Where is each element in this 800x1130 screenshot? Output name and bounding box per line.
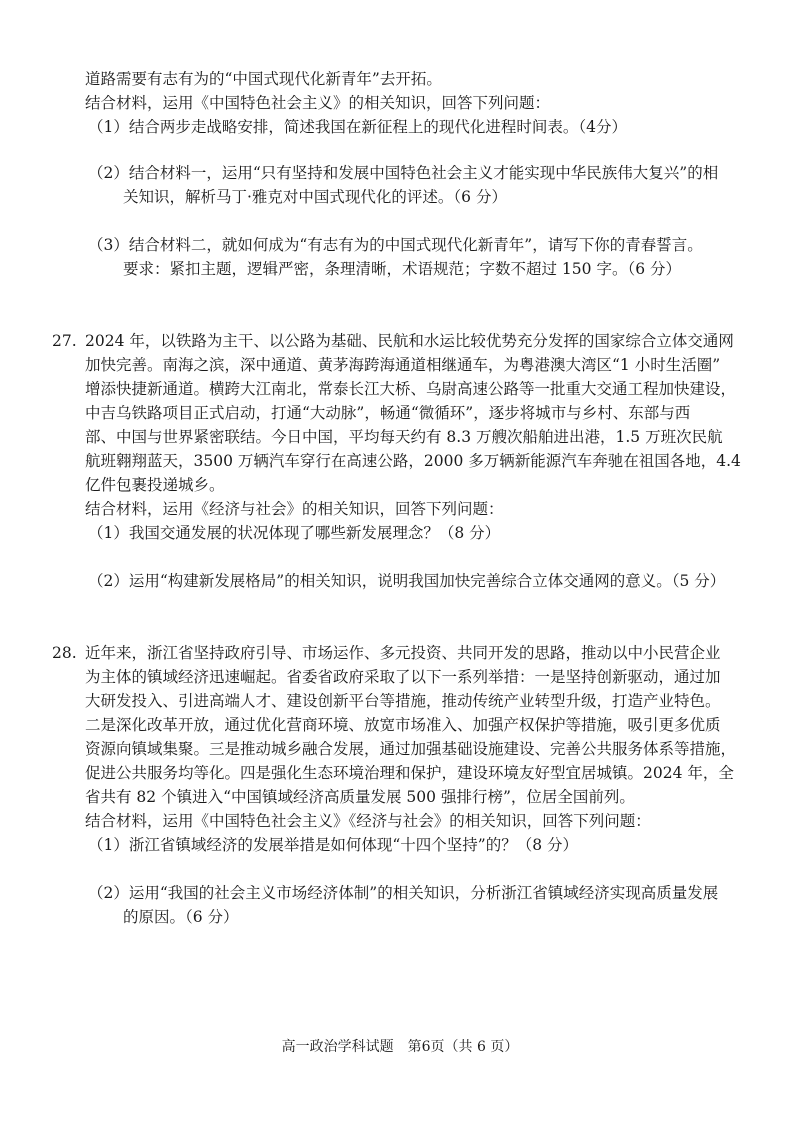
q28-material-line: 近年来，浙江省坚持政府引导、市场运作、多元投资、共同开发的思路，推动以中小民营企业 <box>85 644 721 662</box>
q28-sub2-line1: （2）运用“我国的社会主义市场经济体制”的相关知识，分析浙江省镇域经济实现高质量发展 <box>88 884 719 902</box>
q26-sub2-line1: （2）结合材料一，运用“只有坚持和发展中国特色社会主义才能实现中华民族伟大复兴”的相 <box>88 164 719 182</box>
q27-material-line: 亿件包裹投递城乡。 <box>85 476 225 494</box>
q26-sub3-line2: 要求：紧扣主题，逻辑严密，条理清晰，术语规范；字数不超过 150 字。（6 分） <box>123 260 681 278</box>
q28-sub2-line2: 的原因。（6 分） <box>123 908 239 926</box>
q27-material-line: 加快完善。南海之滨，深中通道、黄茅海跨海通道相继通车，为粤港澳大湾区“1 小时生活圈” <box>85 356 721 374</box>
q28-number: 28. <box>52 644 77 662</box>
q26-sub3-line1: （3）结合材料二，就如何成为“有志有为的中国式现代化新青年”，请写下你的青春誓言。 <box>88 236 703 254</box>
q26-material-tail: 道路需要有志有为的“中国式现代化新青年”去开拓。 <box>85 70 442 88</box>
q27-material-line: 部、中国与世界紧密联结。今日中国，平均每天约有 8.3 万艘次船舶进出港，1.5 万班次民航 <box>85 428 723 446</box>
q26-sub2-line2: 关知识，解析马丁·雅克对中国式现代化的评述。（6 分） <box>123 188 507 206</box>
q27-material-line: 中吉乌铁路项目正式启动，打通“大动脉”，畅通“微循环”，逐步将城市与乡村、东部与西 <box>85 404 691 422</box>
q27-material-line: 增添快捷新通道。横跨大江南北，常泰长江大桥、乌尉高速公路等一批重大交通工程加快建设， <box>85 380 737 398</box>
q27-sub1: （1）我国交通发展的状况体现了哪些新发展理念？（8 分） <box>88 524 501 542</box>
q28-material-line: 省共有 82 个镇进入“中国镇域经济高质量发展 500 强排行榜”，位居全国前列。 <box>85 788 635 806</box>
q26-prompt: 结合材料，运用《中国特色社会主义》的相关知识，回答下列问题： <box>85 94 551 112</box>
q27-prompt: 结合材料，运用《经济与社会》的相关知识，回答下列问题： <box>85 500 504 518</box>
q28-material-line: 为主体的镇域经济迅速崛起。省委省政府采取了以下一系列举措：一是坚持创新驱动，通过加 <box>85 668 721 686</box>
q28-material-line: 资源向镇域集聚。三是推动城乡融合发展，通过加强基础设施建设、完善公共服务体系等措施， <box>85 740 737 758</box>
q27-material-line: 航班翱翔蓝天，3500 万辆汽车穿行在高速公路，2000 多万辆新能源汽车奔驰在祖国各地，4.4 <box>85 452 741 470</box>
q26-sub1: （1）结合两步走战略安排，简述我国在新征程上的现代化进程时间表。（4分） <box>88 118 627 136</box>
q28-material-line: 促进公共服务均等化。四是强化生态环境治理和保护，建设环境友好型宜居城镇。2024 年，全 <box>85 764 734 782</box>
q28-sub1: （1）浙江省镇域经济的发展举措是如何体现“十四个坚持”的？（8 分） <box>88 836 579 854</box>
q28-prompt: 结合材料，运用《中国特色社会主义》《经济与社会》的相关知识，回答下列问题： <box>85 812 651 830</box>
q28-material-line: 大研发投入、引进高端人才、建设创新平台等措施，推动传统产业转型升级，打造产业特色。 <box>85 692 721 710</box>
q27-number: 27. <box>52 332 77 350</box>
q27-material-line: 2024 年，以铁路为主干、以公路为基础、民航和水运比较优势充分发挥的国家综合立体交通网 <box>85 332 734 350</box>
q27-sub2: （2）运用“构建新发展格局”的相关知识，说明我国加快完善综合立体交通网的意义。（5 分） <box>88 572 726 590</box>
page-footer: 高一政治学科试题 第6页（共 6 页） <box>281 1039 519 1055</box>
q28-material-line: 二是深化改革开放，通过优化营商环境、放宽市场准入、加强产权保护等措施，吸引更多优质 <box>85 716 721 734</box>
